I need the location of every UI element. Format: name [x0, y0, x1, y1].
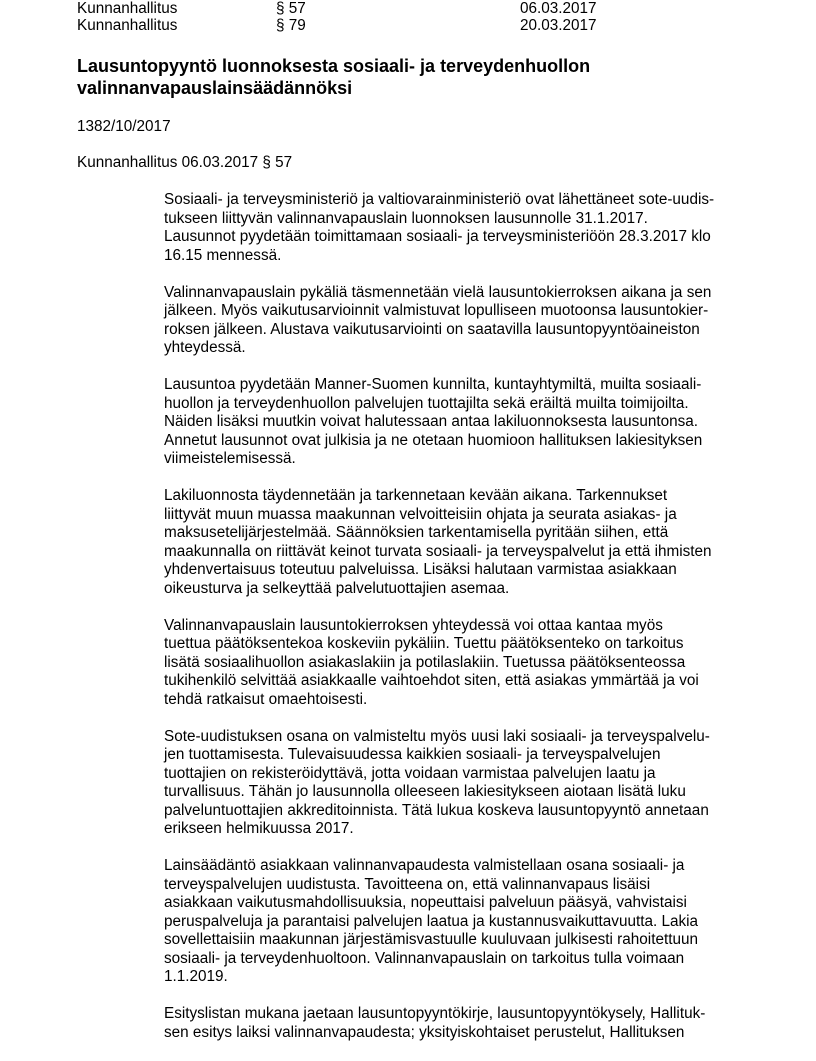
case-number: 1382/10/2017	[77, 118, 171, 135]
header-section: § 79	[276, 17, 306, 34]
paragraph-line: Sosiaali- ja terveysministeriö ja valtiovarainministeriö ovat lähettäneet sote-uudis-	[164, 191, 715, 208]
paragraph-line: roksen jälkeen. Alustava vaikutusarviointi on saatavilla lausuntopyyntöaineiston	[164, 320, 700, 338]
paragraph-line: lisätä sosiaalihuollon asiakaslakiin ja potilaslakiin. Tuetussa päätöksenteossa	[164, 653, 686, 671]
paragraph-line: tuettua päätöksentekoa koskeviin pykäliin. Tuettu päätöksenteko on tarkoitus	[164, 635, 684, 652]
paragraph-line: tuottajien on rekisteröidyttävä, jotta voidaan varmistaa palvelujen laatu ja	[164, 764, 656, 782]
header-section: § 57	[276, 0, 306, 17]
paragraph-line: 1.1.2019.	[164, 968, 228, 985]
title-line: valinnanvapauslainsäädännöksi	[77, 78, 353, 98]
paragraph-line: 16.15 mennessä.	[164, 246, 282, 264]
paragraph-line: yhdenvertaisuus toteutuu palveluissa. Lisäksi halutaan varmistaa asiakkaan	[164, 561, 677, 578]
paragraph-line: huollon ja terveydenhuollon palvelujen tuottajilta sekä eräiltä muilta toimijoilta.	[164, 394, 689, 412]
paragraph	[164, 728, 804, 839]
paragraph-line: jälkeen. Myös vaikutusarvioinnit valmistuvat lopulliseen muotoonsa lausuntokier-	[164, 302, 709, 319]
paragraph-line: Valinnanvapauslain pykäliä täsmennetään vielä lausuntokierroksen aikana ja sen	[164, 283, 712, 301]
paragraph-line: Lausunnot pyydetään toimittamaan sosiaali- ja terveysministeriöön 28.3.2017 klo	[164, 228, 711, 245]
paragraph-line: maakunnalla on riittävät keinot turvata sosiaali- ja terveyspalvelut ja että ihmisten	[164, 542, 712, 560]
paragraph	[164, 617, 804, 710]
document-body	[164, 191, 804, 1061]
header-date: 20.03.2017	[520, 17, 597, 34]
header-body: Kunnanhallitus	[77, 17, 178, 34]
document-title	[77, 55, 590, 99]
paragraph-line: sosiaali- ja terveydenhuoltoon. Valinnanvapauslain on tarkoitus tulla voimaan	[164, 949, 685, 967]
paragraph	[164, 284, 804, 358]
title-line: Lausuntopyyntö luonnoksesta sosiaali- ja terveydenhuollon	[77, 56, 591, 76]
paragraph-line: erikseen helmikuussa 2017.	[164, 820, 354, 837]
paragraph-line: Sote-uudistuksen osana on valmisteltu myös uusi laki sosiaali- ja terveyspalvelu-	[164, 727, 710, 745]
header-body: Kunnanhallitus	[77, 0, 178, 17]
paragraph-line: Lainsäädäntö asiakkaan valinnanvapaudesta valmistellaan osana sosiaali- ja	[164, 857, 685, 874]
paragraph	[164, 857, 804, 987]
paragraph	[164, 487, 804, 598]
paragraph-line: Annetut lausunnot ovat julkisia ja ne otetaan huomioon hallituksen lakiesityksen	[164, 431, 703, 449]
paragraph-line: oikeusturva ja selkeyttää palvelutuottajien asemaa.	[164, 579, 510, 597]
header-row	[77, 17, 777, 35]
header-row	[77, 0, 777, 18]
paragraph-line: tehdä ratkaisut omaehtoisesti.	[164, 690, 368, 708]
paragraph-line: peruspalveluja ja parantaisi palvelujen laatua ja kustannusvaikuttavuutta. Lakia	[164, 912, 699, 930]
paragraph-line: asiakkaan vaikutusmahdollisuuksia, nopeuttaisi palveluun pääsyä, vahvistaisi	[164, 894, 687, 911]
paragraph	[164, 376, 804, 469]
paragraph-line: Lakiluonnosta täydennetään ja tarkennetaan kevään aikana. Tarkennukset	[164, 487, 668, 504]
paragraph-line: sovellettaisiin maakunnan järjestämisvastuulle kuuluvaan julkisesti rahoitettuun	[164, 931, 698, 948]
paragraph-line: viimeistelemisessä.	[164, 450, 296, 467]
paragraph-line: jen tuottamisesta. Tulevaisuudessa kaikkien sosiaali- ja terveyspalvelujen	[164, 746, 661, 763]
paragraph-line: Valinnanvapauslain lausuntokierroksen yhteydessä voi ottaa kantaa myös	[164, 616, 663, 634]
paragraph-line: yhteydessä.	[164, 339, 246, 356]
paragraph-line: turvallisuus. Tähän jo lausunnolla olleeseen lakiesitykseen aiotaan lisätä luku	[164, 783, 686, 800]
paragraph-line: maksusetelijärjestelmää. Säännöksien tarkentamisella pyritään siihen, että	[164, 524, 669, 541]
meeting-reference: Kunnanhallitus 06.03.2017 § 57	[77, 154, 293, 171]
paragraph-line: Esityslistan mukana jaetaan lausuntopyyntökirje, lausuntopyyntökysely, Hallituk-	[164, 1005, 706, 1022]
paragraph-line: terveyspalvelujen uudistusta. Tavoitteena on, että valinnanvapaus lisäisi	[164, 875, 651, 893]
header-date: 06.03.2017	[520, 0, 597, 17]
paragraph-line: tukihenkilö selvittää asiakkaalle vaihtoehdot siten, että asiakas ymmärtää ja voi	[164, 672, 699, 689]
paragraph-line: sen esitys laiksi valinnanvapaudesta; yksityiskohtaiset perustelut, Hallituksen	[164, 1023, 685, 1041]
paragraph	[164, 191, 804, 265]
paragraph-line: liittyvät muun muassa maakunnan velvoitteisiin ohjata ja seurata asiakas- ja	[164, 505, 677, 523]
paragraph	[164, 1005, 804, 1042]
paragraph-line: Lausuntoa pyydetään Manner-Suomen kunnilta, kuntayhtymiltä, muilta sosiaali-	[164, 376, 702, 393]
paragraph-line: palveluntuottajien akkreditoinnista. Tätä lukua koskeva lausuntopyyntö annetaan	[164, 801, 709, 819]
paragraph-line: Näiden lisäksi muutkin voivat halutessaan antaa lakiluonnoksesta lausuntonsa.	[164, 413, 699, 430]
paragraph-line: tukseen liittyvän valinnanvapauslain luonnoksen lausunnolle 31.1.2017.	[164, 209, 648, 227]
